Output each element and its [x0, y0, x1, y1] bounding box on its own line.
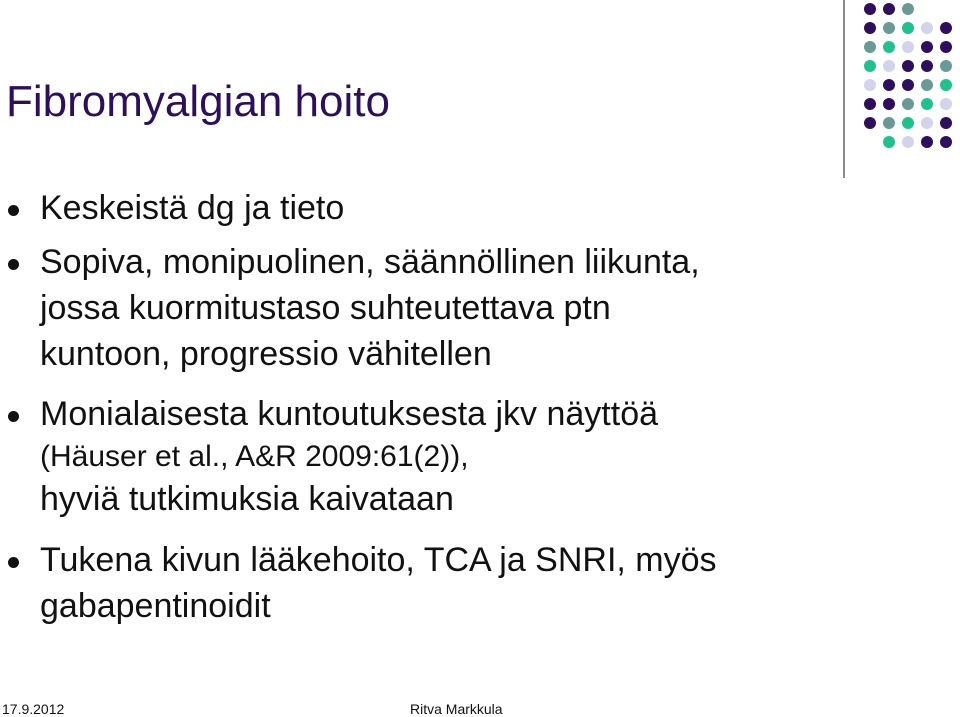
decorative-dot	[864, 79, 876, 91]
decorative-dot	[921, 41, 933, 53]
bullet-line: jossa kuormitustaso suhteutettava ptn	[40, 289, 611, 327]
decorative-dot	[940, 136, 952, 148]
bullet-marker	[8, 411, 19, 422]
decorative-dot	[902, 98, 914, 110]
decorative-dot	[921, 79, 933, 91]
bullet-line: hyviä tutkimuksia kaivataan	[40, 480, 454, 518]
footer-date: 17.9.2012	[2, 701, 65, 717]
decorative-dot	[902, 60, 914, 72]
decorative-dot	[902, 117, 914, 129]
decorative-dot	[921, 117, 933, 129]
footer-author: Ritva Markkula	[410, 701, 503, 717]
decorative-dot	[902, 136, 914, 148]
bullet-line: kuntoon, progressio vähitellen	[40, 335, 492, 373]
bullet-line: (Häuser et al., A&R 2009:61(2)),	[40, 440, 469, 473]
bullet-marker	[8, 259, 19, 270]
bullet-marker	[8, 205, 19, 216]
decorative-dot	[864, 60, 876, 72]
decorative-dot	[864, 98, 876, 110]
decorative-dot	[883, 136, 895, 148]
decorative-dot	[940, 117, 952, 129]
decorative-dot	[940, 98, 952, 110]
bullet-marker	[8, 557, 19, 568]
decorative-dot	[864, 41, 876, 53]
decorative-dot	[864, 3, 876, 15]
bullet-line: Tukena kivun lääkehoito, TCA ja SNRI, myös	[40, 541, 717, 579]
decorative-dot	[940, 22, 952, 34]
bullet-line: Sopiva, monipuolinen, säännöllinen liikunta,	[40, 243, 700, 281]
decorative-dot	[883, 79, 895, 91]
decorative-dot	[864, 22, 876, 34]
decorative-dot	[883, 98, 895, 110]
bullet-line: Keskeistä dg ja tieto	[40, 189, 345, 227]
decorative-dot	[883, 60, 895, 72]
slide-title: Fibromyalgian hoito	[6, 77, 390, 126]
decorative-dot	[864, 117, 876, 129]
decorative-dot	[883, 117, 895, 129]
decorative-dot	[921, 60, 933, 72]
decorative-dot	[921, 98, 933, 110]
decorative-dot	[921, 136, 933, 148]
decorative-dot	[940, 79, 952, 91]
decorative-dot	[883, 3, 895, 15]
decorative-dot	[902, 3, 914, 15]
decorative-dot-grid	[860, 0, 960, 160]
decorative-dot	[940, 60, 952, 72]
decorative-dot	[883, 22, 895, 34]
decorative-dot	[940, 41, 952, 53]
decorative-dot	[883, 41, 895, 53]
decorative-dot	[902, 41, 914, 53]
bullet-line: Monialaisesta kuntoutuksesta jkv näyttöä	[40, 395, 659, 433]
bullet-line: gabapentinoidit	[40, 587, 271, 625]
decorative-dot	[921, 22, 933, 34]
title-divider-line	[843, 0, 845, 178]
decorative-dot	[902, 79, 914, 91]
decorative-dot	[902, 22, 914, 34]
